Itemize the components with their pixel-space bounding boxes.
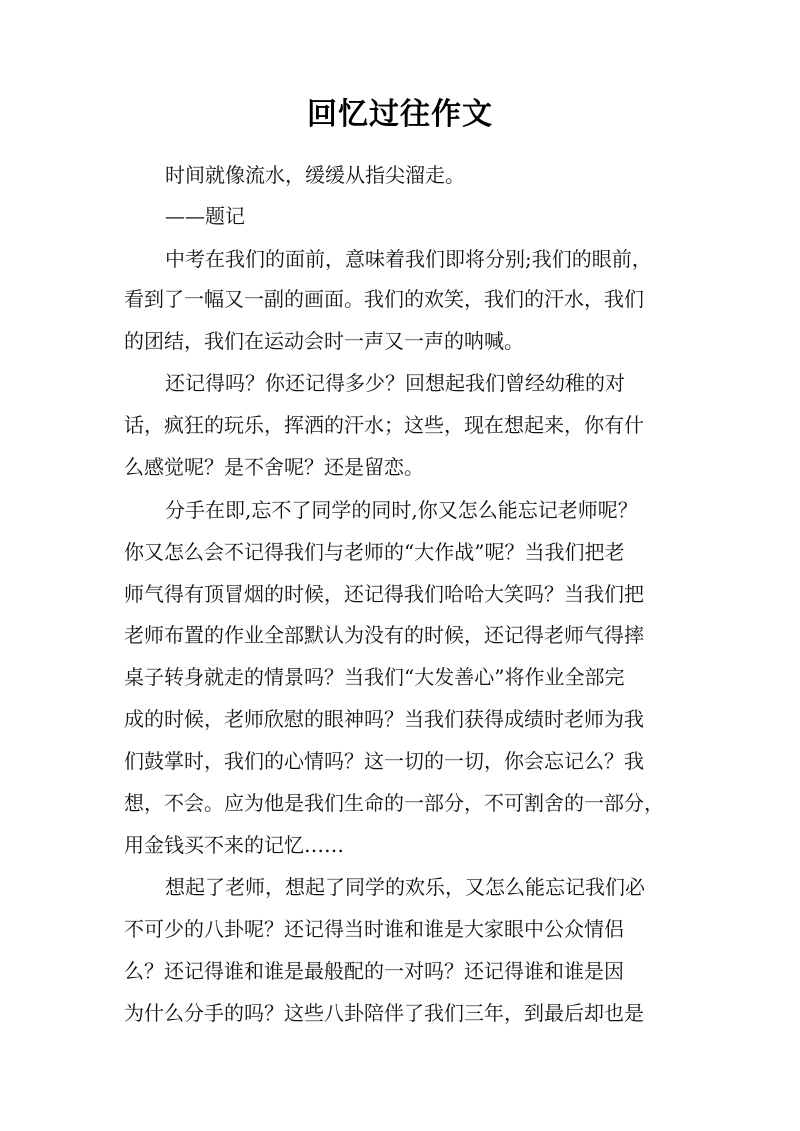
- paragraph-line: 还记得吗？你还记得多少？回想起我们曾经幼稚的对: [165, 371, 625, 395]
- paragraph-line: 们鼓掌时，我们的心情吗？这一切的一切，你会忘记么？我: [124, 749, 644, 773]
- paragraph-line: 你又怎么会不记得我们与老师的“大作战”呢？当我们把老: [124, 540, 625, 564]
- paragraph-line: 用金钱买不来的记忆……: [124, 833, 344, 857]
- page-title: 回忆过往作文: [307, 97, 493, 132]
- paragraph-line: 看到了一幅又一副的画面。我们的欢笑，我们的汗水，我们: [124, 287, 644, 311]
- paragraph-line: 成的时候，老师欣慰的眼神吗？当我们获得成绩时老师为我: [124, 707, 644, 731]
- paragraph-line: 中考在我们的面前，意味着我们即将分别;我们的眼前，: [165, 247, 652, 271]
- paragraph-line: 么？还记得谁和谁是最般配的一对吗？还记得谁和谁是因: [124, 959, 624, 983]
- paragraph-line: 老师布置的作业全部默认为没有的时候，还记得老师气得摔: [124, 623, 644, 647]
- paragraph-line: 的团结，我们在运动会时一声又一声的呐喊。: [124, 329, 524, 353]
- paragraph-line: 想起了老师，想起了同学的欢乐，又怎么能忘记我们必: [165, 875, 645, 899]
- paragraph-line: 为什么分手的吗？这些八卦陪伴了我们三年，到最后却也是: [124, 1001, 644, 1025]
- paragraph-line: 分手在即,忘不了同学的同时,你又怎么能忘记老师呢？: [165, 498, 638, 522]
- paragraph-line: 不可少的八卦呢？还记得当时谁和谁是大家眼中公众情侣: [124, 917, 624, 941]
- epigraph-attribution: ——题记: [165, 204, 245, 228]
- paragraph-line: 么感觉呢？是不舍呢？还是留恋。: [124, 455, 424, 479]
- paragraph-line: 师气得有顶冒烟的时候，还记得我们哈哈大笑吗？当我们把: [124, 582, 644, 606]
- paragraph-line: 桌子转身就走的情景吗？当我们“大发善心”将作业全部完: [124, 665, 625, 689]
- epigraph-line: 时间就像流水，缓缓从指尖溜走。: [165, 163, 465, 187]
- paragraph-line: 想，不会。应为他是我们生命的一部分，不可割舍的一部分，: [124, 791, 664, 815]
- paragraph-line: 话，疯狂的玩乐，挥洒的汗水；这些，现在想起来，你有什: [124, 413, 644, 437]
